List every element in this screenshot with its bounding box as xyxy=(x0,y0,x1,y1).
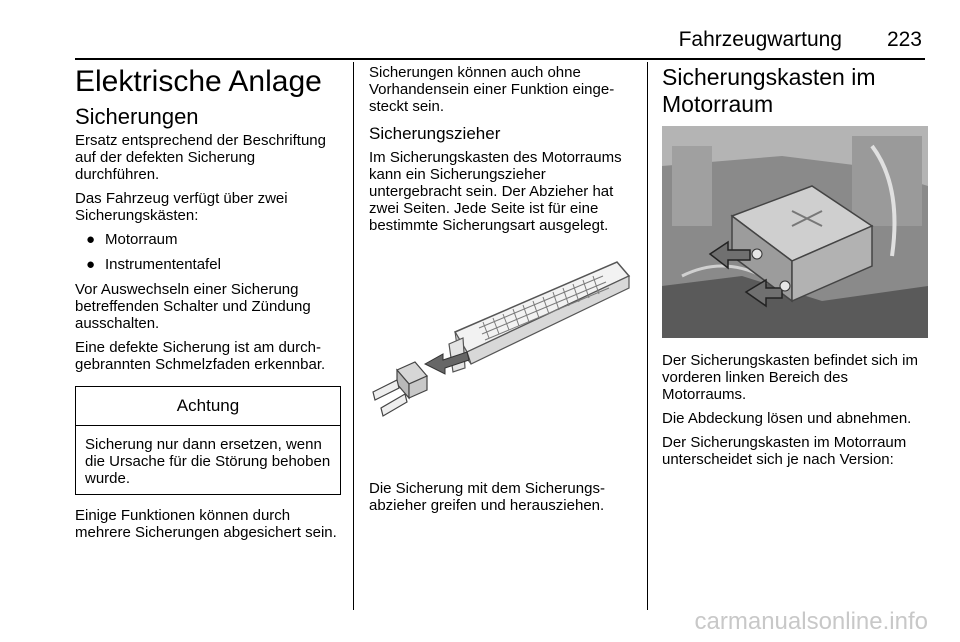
section-title-sicherungen: Sicherungen xyxy=(75,104,199,129)
page-number: 223 xyxy=(886,28,922,51)
column-right xyxy=(662,64,928,475)
paragraph: Die Sicherung mit dem Sicherungsabzieher greifen und herausziehen. xyxy=(369,480,605,514)
section-title-fusebox-engine: Sicherungskasten im Motorraum xyxy=(662,64,876,117)
header-rule xyxy=(75,58,925,60)
column-divider-1 xyxy=(353,62,354,610)
paragraph: Vor Auswechseln einer Sicherung betreffenden Schalter und Zündung ausschalten. xyxy=(75,281,311,332)
warning-text: Sicherung nur dann ersetzen, wenn die Ursache für die Störung behoben wurde. xyxy=(85,436,331,487)
warning-box xyxy=(75,386,341,495)
paragraph: Die Abdeckung lösen und abnehmen. xyxy=(662,410,912,427)
warning-title: Achtung xyxy=(76,387,340,426)
column-left xyxy=(75,64,341,548)
column-divider-2 xyxy=(647,62,648,610)
bullet-icon: ● xyxy=(86,256,96,273)
fusebox-list xyxy=(75,231,341,273)
bullet-icon: ● xyxy=(86,231,96,248)
paragraph: Der Sicherungskasten im Motorraum unterscheidet sich je nach Version: xyxy=(662,434,907,468)
paragraph: Der Sicherungskasten befindet sich im vorderen linken Bereich des Motorraums. xyxy=(662,352,918,403)
list-item: ● Motorraum xyxy=(86,231,178,248)
watermark: carmanualsonline.info xyxy=(694,608,928,635)
chapter-title: Elektrische Anlage xyxy=(75,65,322,98)
subheading-fuse-puller: Sicherungszieher xyxy=(369,124,501,143)
paragraph: Sicherungen können auch ohne Vorhandensein einer Funktion eingesteckt sein. xyxy=(369,64,615,115)
fuse-puller-illustration-icon xyxy=(367,242,633,462)
list-item: ● Instrumententafel xyxy=(86,256,221,273)
paragraph: Im Sicherungskasten des Motorraums kann ein Sicherungszieher untergebracht sein. Der Abzieher hat zwei Seiten. Jede Seite ist für eine bestimmte Sicherungsart ausgelegt. xyxy=(369,149,622,234)
paragraph: Das Fahrzeug verfügt über zwei Sicherungskästen: xyxy=(75,190,288,224)
column-middle xyxy=(369,64,637,521)
engine-fusebox-photo-icon xyxy=(662,126,928,338)
paragraph: Einige Funktionen können durch mehrere Sicherungen abgesichert sein. xyxy=(75,507,337,541)
running-header-title: Fahrzeugwartung xyxy=(678,28,842,51)
paragraph: Ersatz entsprechend der Beschriftung auf der defekten Sicherung durchführen. xyxy=(75,132,326,183)
paragraph: Eine defekte Sicherung ist am durchgebrannten Schmelzfaden erkennbar. xyxy=(75,339,326,373)
